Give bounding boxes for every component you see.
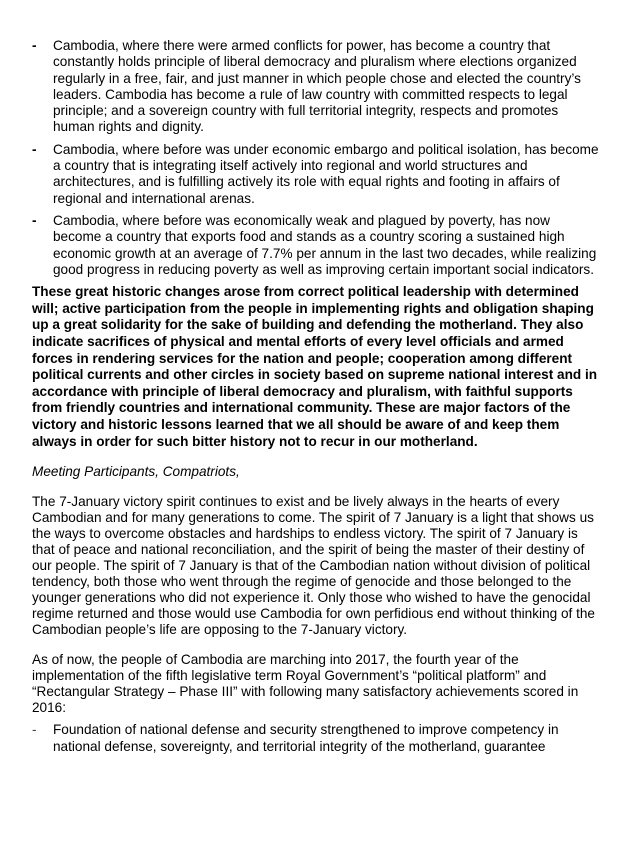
bullet-text: Cambodia, where before was economically weak and plagued by poverty, has now become a country that exports food and stands as a country scoring a sustained high economic growth at an average of 7.7% per annum in the last two decades, while realizing good progress in reducing poverty as well as improving certain important social indicators. [53,212,597,277]
document-page [32,38,602,761]
paragraph-victory-spirit: The 7-January victory spirit continues to exist and be lively always in the hearts of every Cambodian and for many generations to come. The spirit of 7 January is a light that shows us the ways to overcome obstacles and hardships to endless victory. The spirit of 7 January is that of peace and national reconciliation, and the spirit of being the master of their destiny of our people. The spirit of 7 January is that of the Cambodian nation without division of political tendency, both those who went through the regime of genocide and those belonged to the younger generations who did not experience it. Only those who wished to have the genocidal regime returned and those would use Cambodia for own perfidious end without thinking of the Cambodian people’s life are opposing to the 7-January victory. [32,493,595,638]
list-item [32,38,602,136]
bullet-dash: - [32,141,37,157]
salutation: Meeting Participants, Compatriots, [32,463,240,479]
list-item [32,722,602,755]
list-item [32,213,602,278]
bold-paragraph: These great historic changes arose from correct political leadership with determined will; active participation from the people in implementing rights and obligation shaping up a great solidarity for the sake of building and defending the motherland. They also indicate sacrifices of physical and mental efforts of every level officials and armed forces in rendering services for the nation and people; cooperation among different political currents and other circles in society based on supreme national interest and in accordance with principle of liberal democracy and pluralism, with faithful supports from friendly countries and international community. These are major factors of the victory and historic lessons learned that we all should be aware of and keep them always in order for such bitter history not to recur in our motherland. [32,284,598,449]
bullet-dash: - [32,212,37,228]
bullet-dash: - [32,722,37,738]
bullet-text: Foundation of national defense and security strengthened to improve competency in national defense, sovereignty, and territorial integrity of the motherland, guarantee [53,722,559,754]
bullet-text: Cambodia, where before was under economic embargo and political isolation, has become a country that is integrating itself actively into regional and world structures and architectures, and is fulfilling actively its role with equal rights and footing in affairs of regional and international arenas. [53,141,599,206]
bullet-dash: - [32,38,37,53]
list-item [32,142,602,207]
paragraph-2017: As of now, the people of Cambodia are marching into 2017, the fourth year of the implementation of the fifth legislative term Royal Government’s “political platform” and “Rectangular Strategy – Phase III” with following many satisfactory achievements scored in 2016: [32,652,579,716]
bullet-text: Cambodia, where there were armed conflicts for power, has become a country that constantly holds principle of liberal democracy and pluralism where elections organized regularly in a free, fair, and just manner in which people chose and elected the country’s leaders. Cambodia has become a rule of law country with committed respects to legal principle; and a sovereign country with full territorial integrity, respects and promotes human rights and dignity. [53,38,581,135]
